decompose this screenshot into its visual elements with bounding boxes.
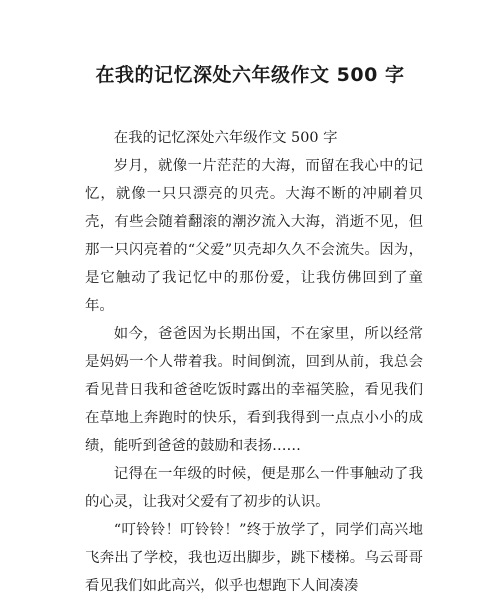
body-paragraph: 在我的记忆深处六年级作文 500 字 xyxy=(113,130,338,146)
body-paragraph: 如今，爸爸因为长期出国，不在家里，所以经常是妈妈一个人带着我。时间倒流，回到从前，我总会看见昔日我和爸爸吃饭时露出的幸福笑脸，看见我们在草地上奔跑时的快乐，看到我得到一点点小小的成绩，能听到爸爸的鼓励和表扬…… xyxy=(85,326,423,454)
document-title: 在我的记忆深处六年级作文 500 字 xyxy=(95,64,405,86)
body-paragraph: 岁月，就像一片茫茫的大海，而留在我心中的记忆，就像一只只漂亮的贝壳。大海不断的冲刷着贝壳，有些会随着翻滚的潮汐流入大海，消逝不见，但那一只闪亮着的“父爱”贝壳却久久不会流失。因为，是它触动了我记忆中的那份爱，让我仿佛回到了童年。 xyxy=(85,158,423,314)
document-body xyxy=(85,124,423,600)
body-paragraph: 记得在一年级的时候，便是那么一件事触动了我的心灵，让我对父爱有了初步的认识。 xyxy=(85,466,423,510)
body-paragraph: “叮铃铃！叮铃铃！”终于放学了，同学们高兴地飞奔出了学校，我也迈出脚步，跳下楼梯。乌云哥哥看见我们如此高兴，似乎也想跑下人间凑凑 xyxy=(85,522,423,594)
